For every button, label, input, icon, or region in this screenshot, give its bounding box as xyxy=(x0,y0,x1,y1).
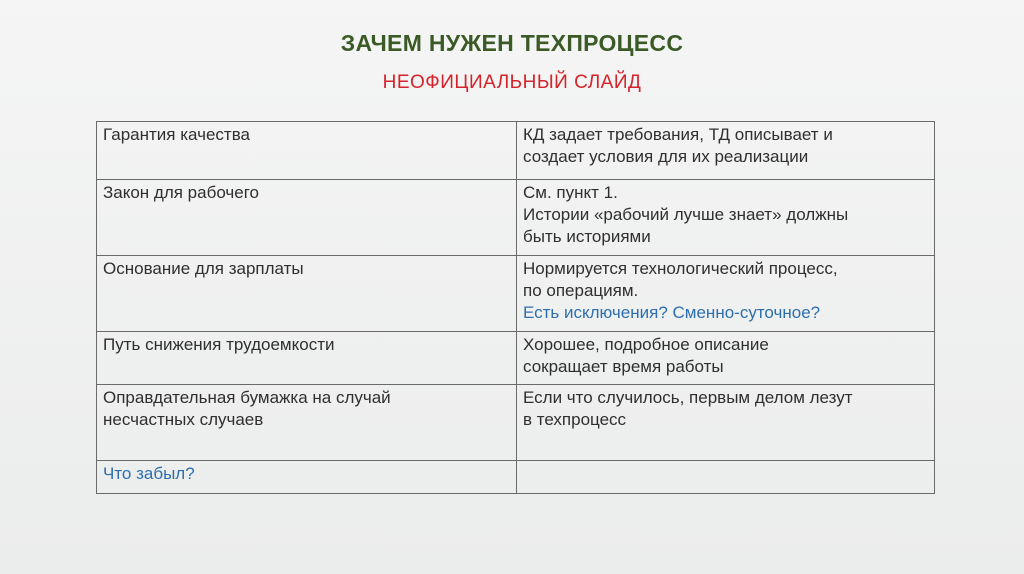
table-row xyxy=(97,461,935,494)
table-cell-explanation xyxy=(517,385,935,461)
cell-accent-question: Что забыл? xyxy=(103,464,195,483)
cell-text-line: несчастных случаев xyxy=(103,410,264,429)
table-cell-reason xyxy=(97,461,517,494)
cell-text-line: быть историями xyxy=(523,227,651,246)
reasons-table xyxy=(96,121,935,494)
cell-text-line: Путь снижения трудоемкости xyxy=(103,335,335,354)
table-cell-reason xyxy=(97,256,517,332)
cell-text-line: создает условия для их реализации xyxy=(523,147,809,166)
cell-text-line: Истории «рабочий лучше знает» должны xyxy=(523,205,849,224)
slide-subtitle: НЕОФИЦИАЛЬНЫЙ СЛАЙД xyxy=(382,72,642,93)
table-row xyxy=(97,256,935,332)
table-row xyxy=(97,385,935,461)
table-cell-explanation xyxy=(517,332,935,385)
table-row xyxy=(97,180,935,256)
cell-text-line: КД задает требования, ТД описывает и xyxy=(523,125,833,144)
table-cell-reason xyxy=(97,385,517,461)
table-cell-explanation xyxy=(517,256,935,332)
table-cell-explanation xyxy=(517,180,935,256)
table-cell-reason xyxy=(97,180,517,256)
cell-text-line: Гарантия качества xyxy=(103,125,250,144)
table-cell-explanation xyxy=(517,122,935,180)
cell-text-line: сокращает время работы xyxy=(523,357,724,376)
cell-text-line: Нормируется технологический процесс, xyxy=(523,259,838,278)
cell-text-line: Если что случилось, первым делом лезут xyxy=(523,388,853,407)
cell-text-line: Оправдательная бумажка на случай xyxy=(103,388,391,407)
cell-accent-question: Есть исключения? Сменно-суточное? xyxy=(523,303,821,322)
slide-title: ЗАЧЕМ НУЖЕН ТЕХПРОЦЕСС xyxy=(340,30,684,56)
cell-text-line: Основание для зарплаты xyxy=(103,259,304,278)
cell-text-line: в техпроцесс xyxy=(523,410,627,429)
cell-text-line: Хорошее, подробное описание xyxy=(523,335,769,354)
table-row xyxy=(97,122,935,180)
table-cell-reason xyxy=(97,332,517,385)
table-row xyxy=(97,332,935,385)
table-cell-reason xyxy=(97,122,517,180)
cell-text-line: См. пункт 1. xyxy=(523,183,618,202)
cell-text-line: по операциям. xyxy=(523,281,639,300)
cell-text-line: Закон для рабочего xyxy=(103,183,260,202)
table-cell-empty xyxy=(517,461,935,494)
